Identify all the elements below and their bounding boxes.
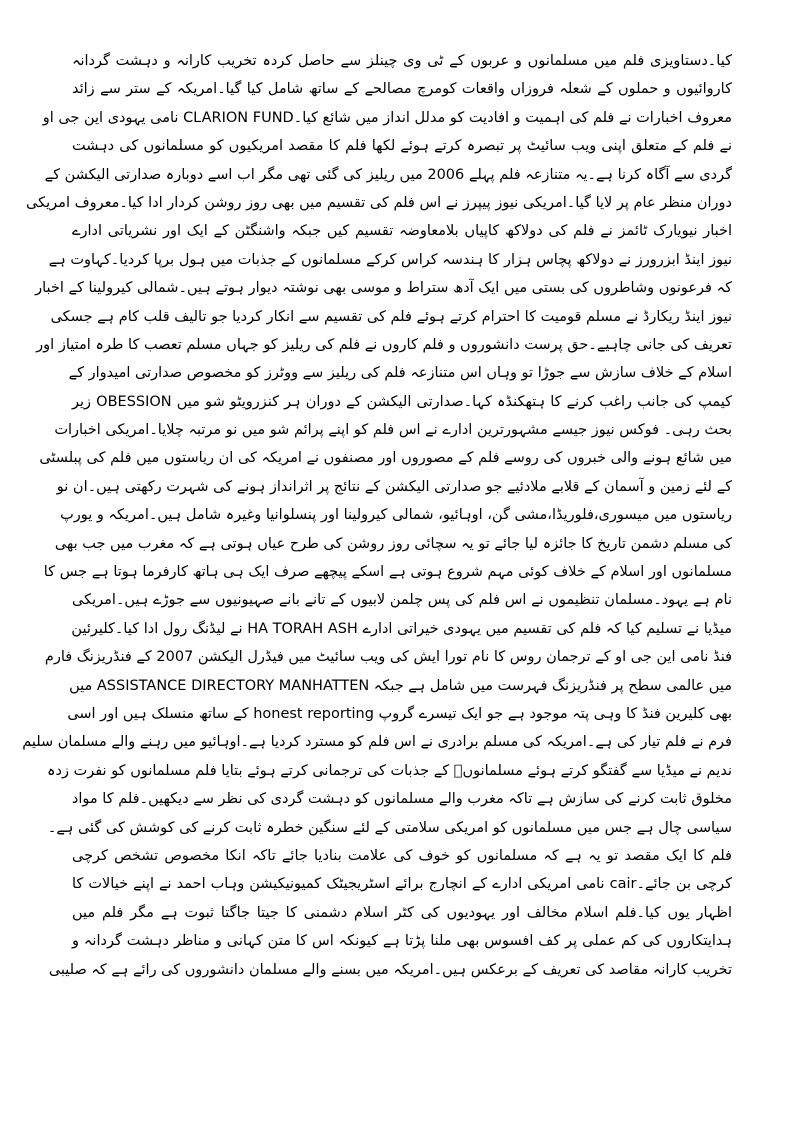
text-line: تعریف کی جانی چاہیے۔حق پرست دانشوروں و فلم کاروں نے فلم کی ریلیز کو جہاں مسلم تعصب کا طرہ امتیاز اور — [36, 336, 732, 353]
article-body — [22, 47, 732, 984]
text-line: کی مسلم دشمن تاریخ کا جائزہ لیا جائے تو یہ سچائی روز روشن کی طرح عیاں ہوتی ہے کہ مغرب میں جب بھی — [54, 535, 732, 552]
text-line: گردی سے آگاہ کرنا ہے۔یہ متنازعہ فلم پہلے 2006 میں ریلیز کی گئی تھی مگر اب اسے دوبارہ صدارتی الیکشن کے — [44, 166, 732, 183]
text-line: مخلوق ثابت کرنے کی سازش ہے تاکہ مغرب والے مسلمانوں کو دہشت گردی کی نظر سے دیکھیں۔فلم کا مواد — [71, 791, 732, 808]
text-line: میں عالمی سطح پر فنڈریزنگ فہرست میں شامل ہے جبکہ ASSISTANCE DIRECTORY MANHATTEN میں — [69, 677, 732, 694]
text-line: معروف اخبارات نے فلم کی اہمیت و افادیت کو مدلل انداز میں شائع کیا۔CLARION FUND نامی یہودی این جی او — [42, 109, 732, 126]
text-line: میڈیا نے تسلیم کیا کہ فلم کی تقسیم میں یہودی خیراتی ادارے HA TORAH ASH نے لیڈنگ رول ادا کیا۔کلیرئین — [71, 620, 732, 637]
text-line: اسلام کے خلاف سازش سے جوڑا تو وہاں اس متنازعہ فلم کی ریلیز سے ووٹرز کو مخصوص صدارتی امیدوار کے — [68, 365, 732, 382]
text-line: تخریب کارانہ مقاصد کی تعریف کے برعکس ہیں۔امریکہ میں بسنے والے مسلمان دانشوروں کی رائے ہے کہ صلیبی — [48, 961, 732, 978]
text-line: اظہار یوں کیا۔فلم اسلام مخالف اور یہودیوں کی کٹر اسلام دشمنی کا جیتا جاگتا ثبوت ہے مگر فلم میں — [72, 904, 732, 921]
text-line: دوران منظر عام پر لایا گیا۔امریکی نیوز پیپرز نے اس فلم کی تقسیم میں بھی روز روشن کردار ادا کیا۔معروف امریکی — [26, 194, 732, 211]
text-line: نام ہے یہود۔مسلمان تنظیموں نے اس فلم کی پس چلمن لابیوں کے تانے بانے صہیونیوں سے جوڑے ہیں۔امریکی — [72, 592, 732, 609]
text-line: فرم نے فلم تیار کی ہے۔امریکہ کی مسلم برادری نے اس فلم کو مسترد کردیا ہے۔اوہائیو میں رہنے والے مسلمان سلیم — [22, 734, 732, 751]
text-line: ریاستوں میں میسوری،فلوریڈا،مشی گن، اوہائیو، شمالی کیرولینا اور پنسلوانیا وغیرہ شامل ہیں۔امریکہ و یورپ — [60, 507, 732, 524]
text-line: سیاسی چال ہے جس میں مسلمانوں کو امریکی سلامتی کے لئے سنگین خطرہ ثابت کرنے کی کوشش کی گئی ہے۔ — [47, 819, 732, 836]
text-line: کہ فرعونوں وشاطروں کی بستی میں ایک آدھ ستراط و موسی بھی نوشتہ دیوار ہوتے ہیں۔شمالی کیرولینا کے اخبار — [35, 280, 732, 297]
text-line: کیمپ کی جانب راغب کرنے کا ہتھکنڈہ کہا۔صدارتی الیکشن کے دوران ہر کنزرویٹو شو میں OBESSION زیر — [72, 393, 732, 410]
text-line: نیوز اینڈ ابزرورز نے دولاکھ پچاس ہزار کا ہندسہ کراس کرکے مسلمانوں کے جذبات میں ہول برپا کردیا۔کہاوت ہے — [48, 251, 732, 268]
text-line: نیوز اینڈ ریکارڈ نے مسلم قومیت کا احترام کرتے ہوئے فلم کی تقسیم سے انکار کردیا جو تالیف قلب کام ہے جسکی — [50, 308, 732, 325]
text-line: کیا۔دستاویزی فلم میں مسلمانوں و عربوں کے ٹی وی چینلز سے حاصل کردہ تخریب کارانہ و دہشت گردانہ — [72, 53, 732, 69]
text-line: کے لئے زمین و آسمان کے قلابے ملادئیے جو صدارتی الیکشن کے نتائج پر اثرانداز ہونے کی شہرت رکھتی ہیں۔ان نو — [56, 478, 732, 495]
text-line: مسلمانوں اور اسلام کے خلاف کوئی مہم شروع ہوتی ہے اسکے پیچھے صرف ایک ہی ہاتھ کارفرما ہوتا ہے جس کا — [43, 564, 732, 581]
text-line: فلم کا ایک مقصد تو یہ ہے کہ مسلمانوں کو خوف کی علامت بنادیا جائے تاکہ انکا مخصوص تشخص کرچی — [72, 847, 732, 864]
text-line: بحث رہی۔ فوکس نیوز جیسے مشہورترین ادارے نے اس فلم کو اپنے پرائم شو میں نو مرتبہ چلایا۔امریکی اخبارات — [54, 422, 732, 439]
text-line: نے فلم کے متعلق اپنی ویب سائیٹ پر تبصرہ کرتے ہوئے لکھا فلم کا مقصد امریکیوں کو مسلمانوں کی دہشت — [72, 138, 732, 155]
text-line: ہدایتکاروں کی کم عملی پر کف افسوس بھی ملنا پڑتا ہے کیونکہ اس کا متن کہانی و مناظر دہشت گردانہ و — [72, 933, 732, 950]
text-line: ندیم نے میڈیا سے گفتگو کرتے ہوئے مسلمانوںؔ کے جذبات کی ترجمانی کرتے ہوئے بتایا فلم مسلمانوں کو نفرت زدہ — [47, 762, 732, 779]
text-line: کاروائیوں و حملوں کے شعلہ فروزاں واقعات کومرچ مصالحے کے ساتھ شامل کیا گیا۔امریکہ کے ستر سے زائد — [72, 81, 732, 98]
text-line: اخبار نیویارک ٹائمز نے فلم کی دولاکھ کاپیاں بلامعاوضہ تقسیم کیں جبکہ واشنگٹن کے ایک اور نشریاتی ادارے — [72, 223, 732, 240]
text-line: کرچی بن جائے۔cair نامی امریکی ادارے کے انچارج برائے اسٹریجیٹک کمیونیکیشن وہاب احمد نے اپنے خیالات کا — [72, 876, 732, 893]
text-line: بھی کلیرین فنڈ کا وہی پتہ موجود ہے جو ایک تیسرے گروپ honest reporting کے ساتھ منسلک ہیں اور اسی — [67, 705, 732, 722]
text-line: فنڈ نامی این جی او کے ترجمان روس کا نام تورا ایش کی ویب سائیٹ میں فیڈرل الیکشن 2007 کے فنڈریزنگ فارم — [44, 649, 732, 666]
text-line: میں شائع ہونے والی خبروں کی روسے فلم کے مصوروں اور مصنفوں نے امریکہ کی ان ریاستوں میں فلم کی پبلسٹی — [39, 450, 732, 467]
